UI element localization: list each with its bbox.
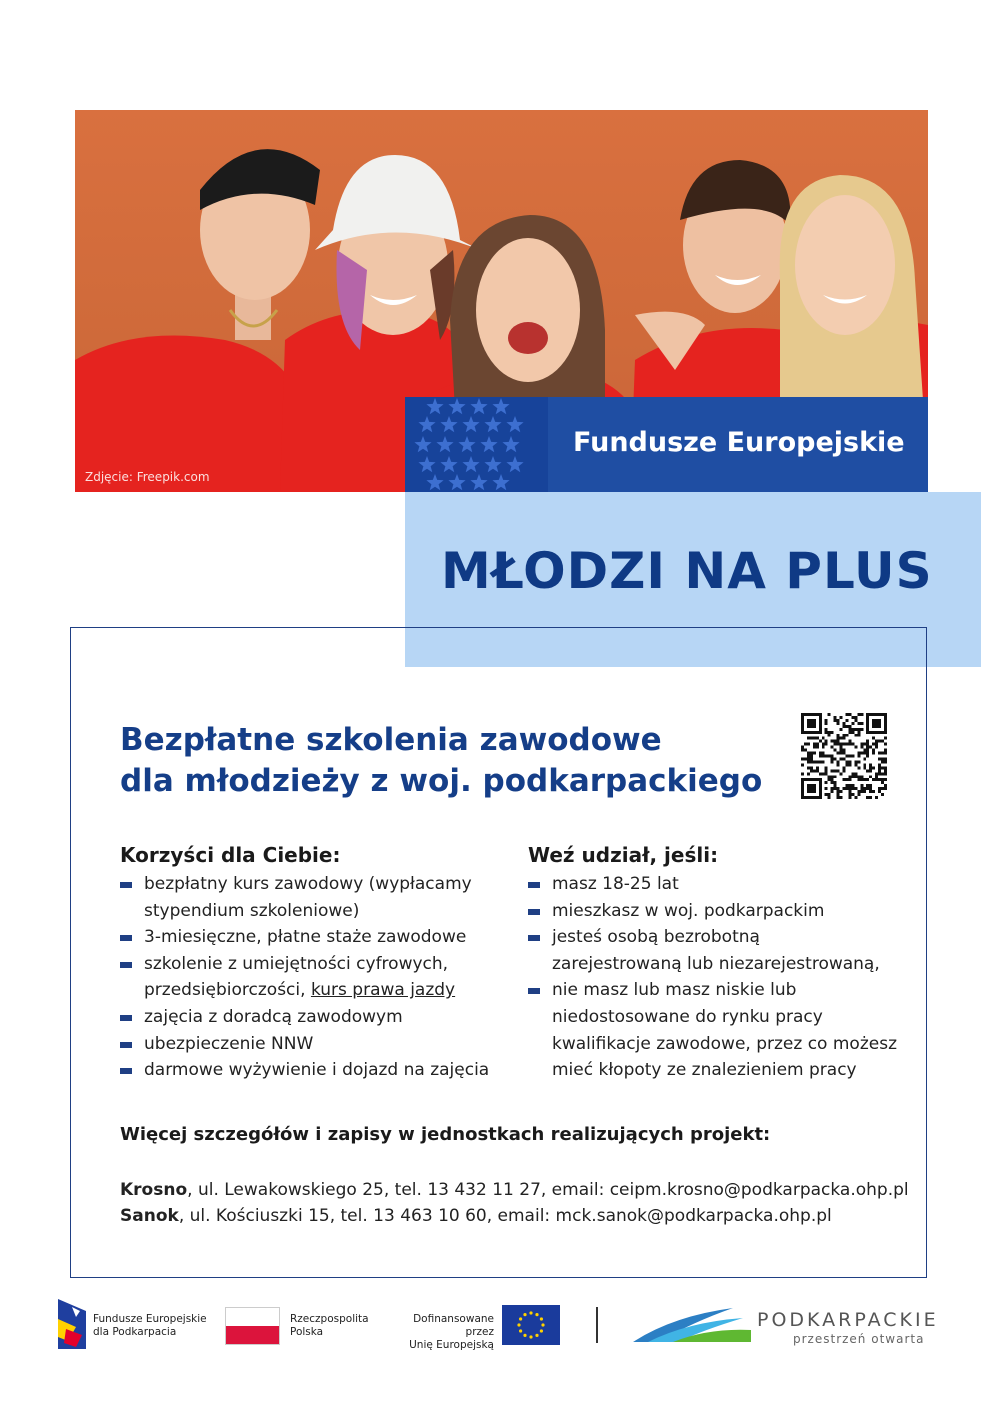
eu-funding-text: Dofinansowane przez Unię Europejską xyxy=(409,1313,494,1351)
benefits-list xyxy=(120,871,510,1084)
fe-logo-text: Fundusze Europejskie dla Podkarpacia xyxy=(93,1313,207,1338)
program-label: Fundusze Europejskie xyxy=(573,427,905,458)
list-item: nie masz lub masz niskie lub niedostosowane do rynku pracy kwalifikacje zawodowe, przez co możesz mieć kłopoty ze znalezieniem pracy xyxy=(528,977,918,1083)
list-item: mieszkasz w woj. podkarpackim xyxy=(528,898,918,925)
driving-license-link[interactable]: kurs prawa jazdy xyxy=(310,980,456,1001)
page-title: MŁODZI NA PLUS xyxy=(441,542,933,600)
poland-flag-icon xyxy=(225,1307,280,1345)
more-info-heading: Więcej szczegółów i zapisy w jednostkach realizujących projekt: xyxy=(120,1124,771,1145)
list-item: jesteś osobą bezrobotną zarejestrowaną lub niezarejestrowaną, xyxy=(528,924,918,977)
rp-logo-text: Rzeczpospolita Polska xyxy=(290,1313,369,1338)
photo-credit: Zdjęcie: Freepik.com xyxy=(85,470,210,484)
headline-line-1: Bezpłatne szkolenia zawodowe xyxy=(120,722,662,758)
eu-stars-icon xyxy=(405,397,548,492)
headline-line-2: dla młodzieży z woj. podkarpackiego xyxy=(120,763,763,799)
list-item: ubezpieczenie NNW xyxy=(120,1031,510,1058)
eligibility-title: Weź udział, jeśli: xyxy=(528,843,719,867)
list-item: szkolenie z umiejętności cyfrowych, przedsiębiorczości, kurs prawa jazdy xyxy=(120,951,510,1004)
list-item: 3-miesięczne, płatne staże zawodowe xyxy=(120,924,510,951)
headline xyxy=(120,720,762,802)
program-banner xyxy=(405,397,928,492)
contact-krosno: Krosno, ul. Lewakowskiego 25, tel. 13 432 11 27, email: ceipm.krosno@podkarpacka.ohp.pl xyxy=(120,1180,909,1200)
contact-sanok: Sanok, ul. Kościuszki 15, tel. 13 463 10 60, email: mck.sanok@podkarpacka.ohp.pl xyxy=(120,1206,832,1226)
list-item: bezpłatny kurs zawodowy (wypłacamy stypendium szkoleniowe) xyxy=(120,871,510,924)
qr-code-icon[interactable] xyxy=(801,713,887,799)
region-name: PODKARPACKIE xyxy=(757,1309,939,1331)
footer-divider xyxy=(596,1307,598,1343)
region-tagline: przestrzeń otwarta xyxy=(793,1332,925,1346)
eligibility-list xyxy=(528,871,918,1084)
eu-flag-icon xyxy=(502,1305,560,1345)
list-item: zajęcia z doradcą zawodowym xyxy=(120,1004,510,1031)
benefits-title: Korzyści dla Ciebie: xyxy=(120,843,341,867)
podkarpackie-logo-icon xyxy=(633,1304,751,1344)
list-item: masz 18-25 lat xyxy=(528,871,918,898)
fe-logo-icon xyxy=(58,1299,86,1349)
list-item: darmowe wyżywienie i dojazd na zajęcia xyxy=(120,1057,510,1084)
